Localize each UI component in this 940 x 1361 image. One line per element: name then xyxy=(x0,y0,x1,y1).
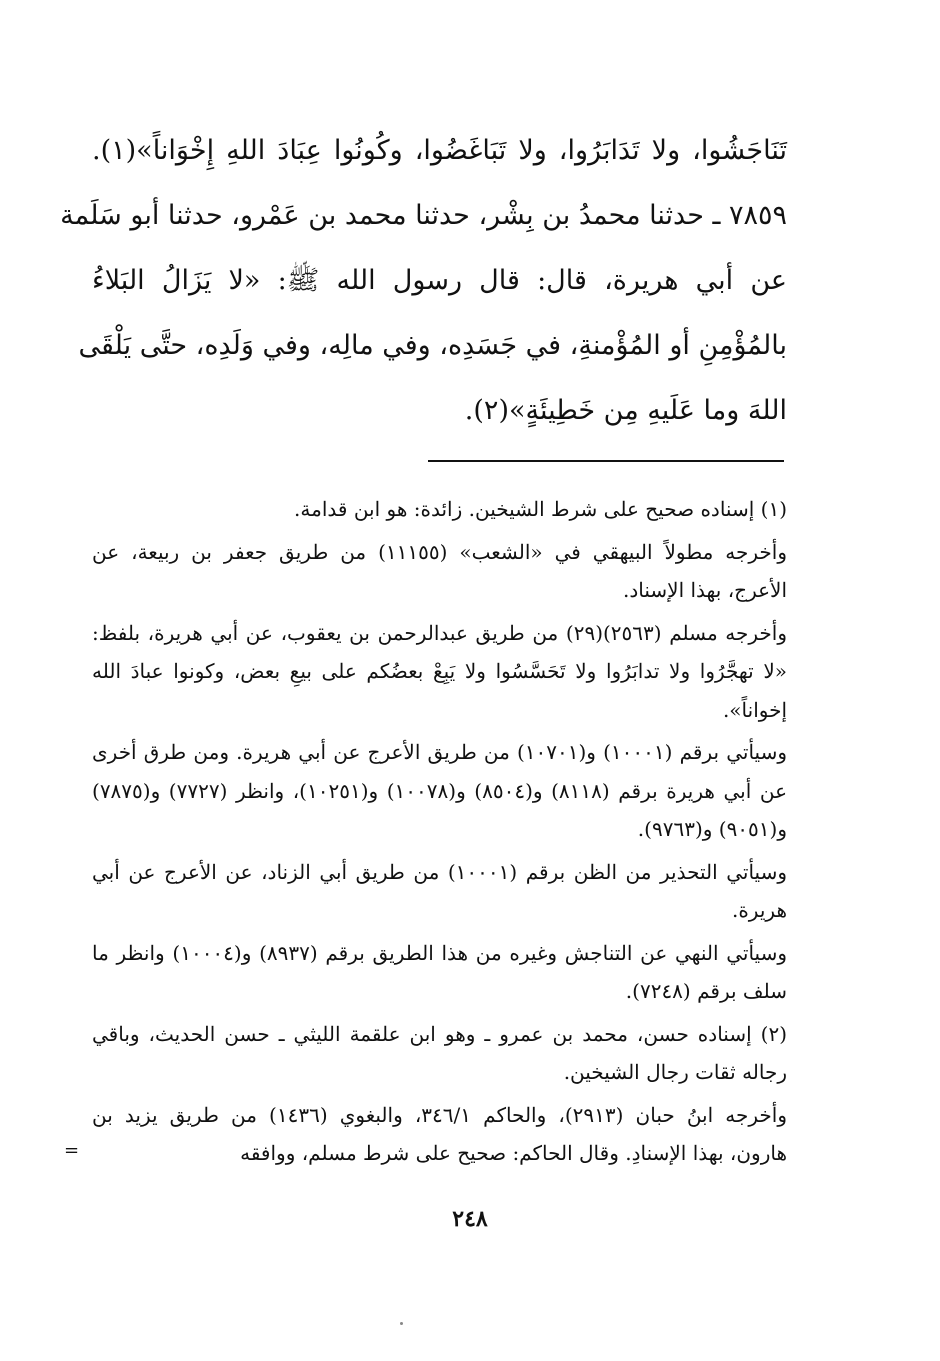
main-line-5: اللهَ وما عَلَيهِ مِن خَطِيئَةٍ»(٢). xyxy=(464,395,787,426)
scan-speck xyxy=(400,1322,403,1325)
main-text xyxy=(60,118,787,443)
footnote-paragraph: وسيأتي التحذير من الظن برقم (١٠٠٠١) من طريق أبي الزناد، عن الأعرج عن أبي هريرة. xyxy=(92,859,788,922)
footnote-paragraph: وأخرجه مطولاً البيهقي في «الشعب» (١١١٥٥) من طريق جعفر بن ربيعة، عن الأعرج، بهذا الإسناد. xyxy=(92,539,787,602)
footnote-2: (٢) إسناده حسن، محمد بن عمرو ـ وهو ابن علقمة الليثي ـ حسن الحديث، وباقي رجاله ثقات رجال الشيخين. xyxy=(92,1021,787,1084)
footnote-paragraph: وسيأتي برقم (١٠٠٠١) و(١٠٧٠١) من طريق الأعرج عن أبي هريرة. ومن طرق أخرى عن أبي هريرة برقم (٨١١٨) و(٨٥٠٤) و(١٠٠٧٨) و(١٠٢٥١)، وانظر (٧٧٢٧) و(٧٨٧٥) و(٩٠٥١) و(٩٧٦٣). xyxy=(92,740,787,841)
footnote-paragraph: وأخرجه مسلم (٢٥٦٣)(٢٩) من طريق عبدالرحمن بن يعقوب، عن أبي هريرة، بلفظ: «لا تهجَّرُوا ولا تدابَرُوا ولا تَحَسَّسُوا ولا يَبِعْ بعضُكم على بيعِ بعض، وكونوا عبادَ الله إخواناً». xyxy=(92,620,788,722)
main-line-3: عن أبي هريرة، قال: قال رسول الله ﷺ: «لا يَزَالُ البَلاءُ xyxy=(92,265,787,296)
footnote-separator xyxy=(428,460,784,462)
footnote-text: وأخرجه ابنُ حبان (٢٩١٣)، والحاكم ٣٤٦/١، والبغوي (١٤٣٦) من طريق يزيد بن هارون، بهذا الإسنادِ. وقال الحاكم: صحيح على شرط مسلم، ووافقه xyxy=(92,1102,787,1165)
footnote-1: (١) إسناده صحيح على شرط الشيخين. زائدة: هو ابن قدامة. xyxy=(294,497,787,521)
hadith-number-line: ٧٨٥٩ ـ حدثنا محمدُ بن بِشْر، حدثنا محمد بن عَمْرو، حدثنا أبو سَلَمة xyxy=(60,200,787,231)
main-line-1: تَنَاجَشُوا، ولا تَدَابَرُوا، ولا تَبَاغَضُوا، وكُونُوا عِبَادَ اللهِ إِخْوَاناً»(١). xyxy=(92,135,787,166)
main-line-4: بالمُؤْمِنِ أو المُؤْمنةِ، في جَسَدِه، وفي مالِه، وفي وَلَدِه، حتَّى يَلْقَى xyxy=(78,330,787,361)
footnote-paragraph: وسيأتي النهي عن التناجش وغيره من هذا الطريق برقم (٨٩٣٧) و(١٠٠٠٤) وانظر ما سلف برقم (٧٢٤٨). xyxy=(92,940,787,1003)
continuation-mark: = xyxy=(64,1140,80,1161)
page-number: ٢٤٨ xyxy=(452,1206,488,1232)
footnote-paragraph-continued xyxy=(64,1096,787,1173)
footnotes xyxy=(64,490,788,1177)
